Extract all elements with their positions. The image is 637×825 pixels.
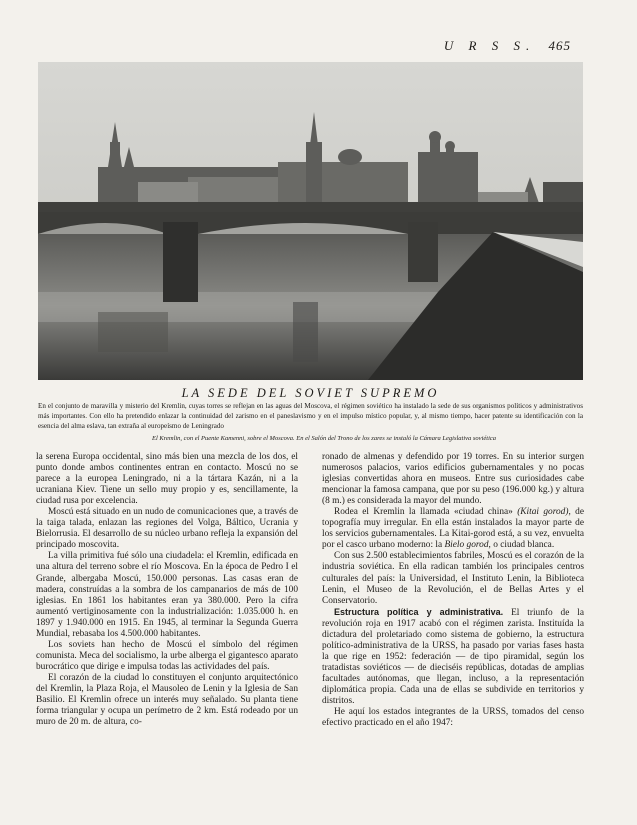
section-title: Estructura política y administrativa.	[334, 606, 504, 617]
text-run: (Kitai gorod)	[517, 507, 569, 518]
paragraph: ronado de almenas y defendido por 19 torres. En su interior surgen numerosos palacios, varios edificios gubernamentales y no pocas iglesias convertidas ahora en museos. Entre sus curiosidades cabe mencionar la famosa campana, que por su peso (196.000 kg.) y altura (8 m.) es considerada la mayor del mundo.	[322, 452, 584, 507]
paragraph: la serena Europa occidental, sino más bien una mezcla de los dos, el punto donde ambos continentes entran en contacto. Moscú no se parece a la europea Leningrado, ni a la tártara Kazán, ni a la ucraniana Kiev. Tiene un sello muy propio y es, sencillamente, la ciudad rusa por excelencia.	[36, 452, 298, 507]
caption-text: En el conjunto de maravilla y misterio del Kremlin, cuyas torres se reflejan en las aguas del Moscova, el régimen soviético ha instalado la sede de sus organismos políticos y administrativos más importantes. Con ello ha pretendido enlazar la continuidad del zarismo en el paneslavismo y en el impulso místico popular, y, al mismo tiempo, hacer patente su identificación con la esencia del alma eslava, tan extraña al europeísmo de Leningrado	[38, 402, 583, 430]
paragraph: La villa primitiva fué sólo una ciudadela: el Kremlin, edificada en una altura del terreno sobre el río Moscova. En la época de Pedro I el Grande, albergaba Moscú, 150.000 personas. Las casas eran de madera, construídas a la sombra de los campanarios de más de 100 iglesias. En 1861 los habitantes eran ya 380.000. Pero la cifra aumentó vertiginosamente con la industrialización: 1.035.000 h. en 1897 y 1.940.000 en 1915. En 1945, al terminar la Segunda Guerra Mundial, rebasaba los 4.500.000 habitantes.	[36, 551, 298, 639]
paragraph: El corazón de la ciudad lo constituyen el conjunto arquitectónico del Kremlin, la Plaza Roja, el Mausoleo de Lenin y la Iglesia de San Basilio. El Kremlin ofrece un interés muy señalado. Su planta tiene forma triangular y ocupa un perímetro de 2 km. Está rodeado por un muro de 20 m. de altura, co-	[36, 672, 298, 728]
kremlin-photo	[38, 62, 583, 380]
text-run: Rodea el Kremlin la llamada «ciudad china»	[334, 507, 518, 518]
text-run: Bielo gorod	[444, 540, 489, 551]
paragraph	[322, 607, 584, 707]
text-run: El triunfo de la revolución roja en 1917 acabó con el régimen zarista. Instituída la dictadura del proletariado como sistema de gobierno, la estructura político-administrativa de la URSS, ha pasado por varias fases hasta la que rige en 1952: federación — de tipo piramidal, según los tratadistas soviéticos — de dieciséis repúblicas, dotadas de amplias facultades autónomas, que llegan, incluso, a la representación diplomática propia. Cada una de ellas se subdivide en territorios y distritos.	[322, 607, 584, 707]
caption-credit: El Kremlin, con el Puente Kamenni, sobre el Moscova. En el Salón del Trono de los zares se instaló la Cámara Legislativa soviética	[151, 435, 497, 442]
running-header	[444, 38, 571, 54]
paragraph: Con sus 2.500 establecimientos fabriles, Moscú es el corazón de la industria soviética. En ella radican también los principales centros culturales del país: la Universidad, el Instituto Lenin, la Biblioteca Lenin, el Museo de la Revolución, el de Bellas Artes y el Conservatorio.	[322, 551, 584, 606]
left-column	[36, 452, 298, 728]
paragraph: He aquí los estados integrantes de la URSS, tomados del censo efectivo practicado en el año 1947:	[322, 707, 584, 729]
kremlin-bridge-illustration	[38, 62, 583, 380]
paragraph	[322, 507, 584, 551]
page-number: 465	[548, 38, 571, 53]
text-run: , de topografía muy irregular. En ella están instalados la mayor parte de los servicios gubernamentales. La Kitai-gorod está, a su vez, envuelta por el casco urbano moderno: la	[322, 507, 584, 551]
paragraph: Moscú está situado en un nudo de comunicaciones que, a través de la taiga talada, enlazan las regiones del Volga, Báltico, Ucrania y Bielorrusia. El desarrollo de su núcleo urbano refleja la expansión del principado moscovita.	[36, 507, 298, 551]
text-run: , o ciudad blanca.	[488, 540, 555, 551]
running-title: U R S S.	[443, 38, 536, 53]
paragraph: Los soviets han hecho de Moscú el símbolo del régimen comunista. Meca del socialismo, la urbe alberga el gigantesco aparato burocrático que dirige e impulsa todas las actividades del país.	[36, 639, 298, 672]
right-column	[322, 452, 584, 729]
caption-title: LA SEDE DEL SOVIET SUPREMO	[181, 386, 440, 400]
